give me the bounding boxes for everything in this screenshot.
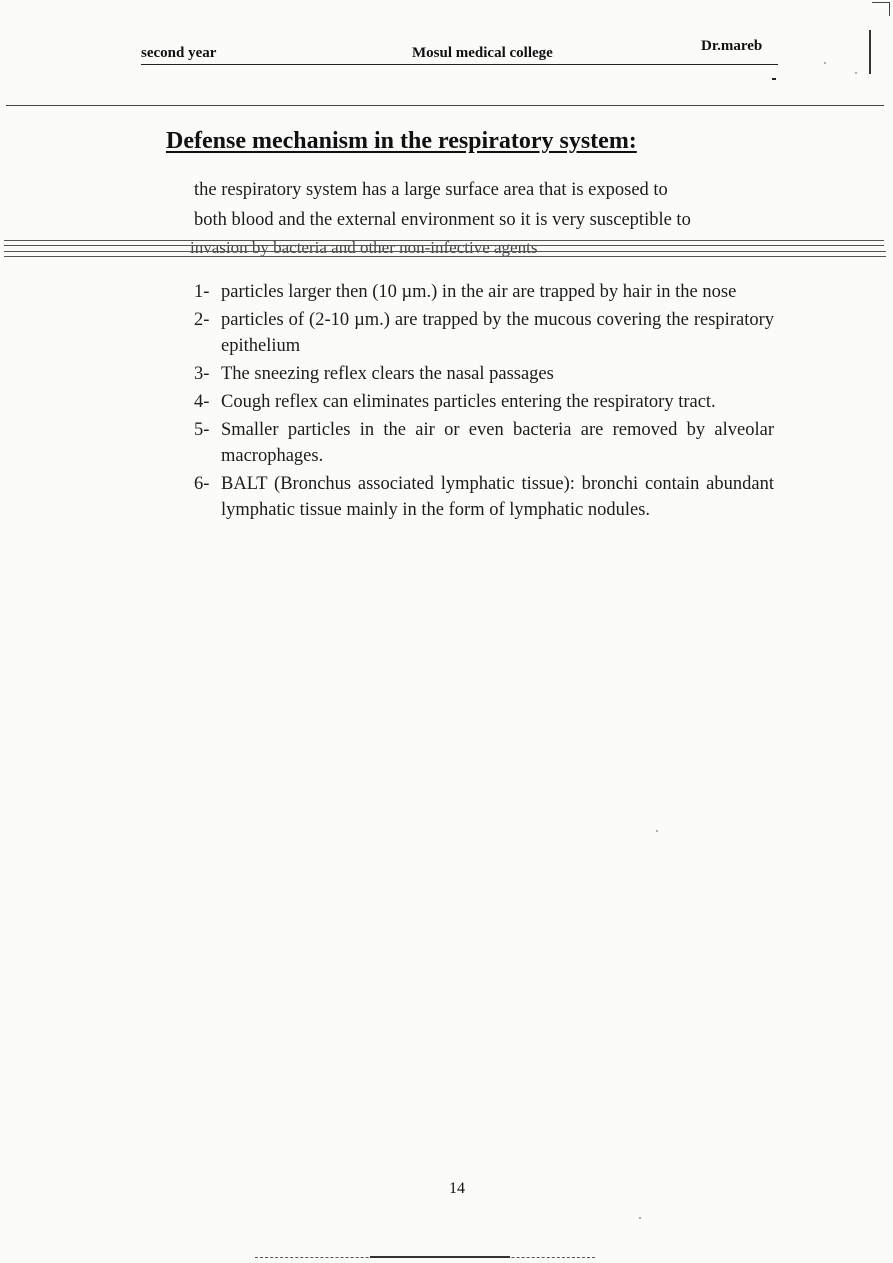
list-item [194, 417, 774, 469]
corner-scan-mark [869, 30, 871, 74]
list-item-text: The sneezing reflex clears the nasal passages [221, 364, 554, 384]
scan-speck [855, 72, 857, 74]
defense-mechanism-list [194, 279, 774, 525]
bottom-scan-line-dark [370, 1256, 510, 1258]
list-item-number: 4- [194, 392, 210, 412]
header-separator [6, 105, 884, 106]
list-item [194, 279, 774, 305]
list-item-text: particles of (2-10 µm.) are trapped by the mucous covering the respiratory epithelium [221, 310, 774, 356]
header-speck [772, 78, 776, 80]
list-item-number: 1- [194, 282, 210, 302]
scan-strike-line [4, 245, 884, 246]
list-item-text: particles larger then (10 µm.) in the air are trapped by hair in the nose [221, 282, 737, 302]
list-item [194, 471, 774, 523]
header-course: second year [141, 45, 217, 61]
header-college: Mosul medical college [412, 45, 553, 61]
list-item-text: Cough reflex can eliminates particles entering the respiratory tract. [221, 392, 716, 412]
list-item [194, 307, 774, 359]
list-item-number: 3- [194, 364, 210, 384]
list-item-text: Smaller particles in the air or even bacteria are removed by alveolar macrophages. [221, 420, 774, 466]
header-rule [141, 64, 778, 65]
scan-strike-line [4, 256, 886, 257]
scan-speck [824, 62, 826, 64]
header-author: Dr.mareb [701, 38, 763, 54]
corner-scan-edge-vertical [889, 2, 890, 16]
scan-strike-line [4, 251, 886, 252]
page-title: Defense mechanism in the respiratory system: [166, 128, 637, 154]
intro-line-2: both blood and the external environment so it is very susceptible to [194, 210, 691, 230]
scan-speck [656, 830, 658, 832]
list-item [194, 389, 774, 415]
list-item-number: 2- [194, 310, 210, 330]
intro-line-3: invasion by bacteria and other non-infective agents [190, 238, 538, 257]
intro-line-1: the respiratory system has a large surface area that is exposed to [194, 180, 668, 200]
list-item-text: BALT (Bronchus associated lymphatic tissue): bronchi contain abundant lymphatic tissue mainly in the form of lymphatic nodules. [221, 474, 774, 520]
page-number: 14 [449, 1180, 465, 1197]
list-item [194, 361, 774, 387]
corner-scan-edge [872, 2, 890, 3]
scan-speck [639, 1217, 641, 1219]
list-item-number: 6- [194, 474, 210, 494]
list-item-number: 5- [194, 420, 210, 440]
scan-strike-line [4, 240, 884, 241]
